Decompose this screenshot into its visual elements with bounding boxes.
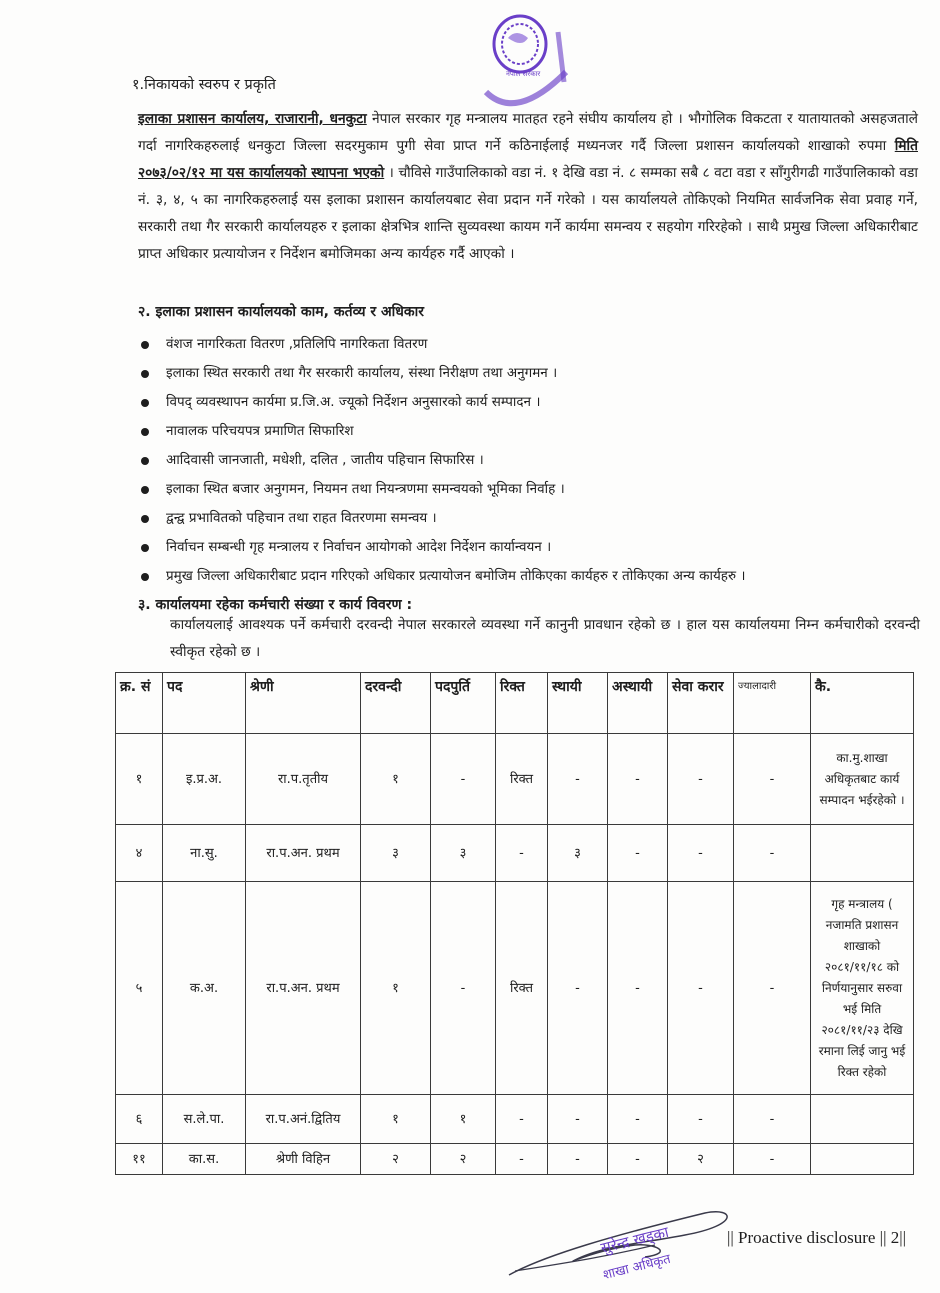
duty-item: विपद् व्यवस्थापन कार्यमा प्र.जि.अ. ज्यूको निर्देशन अनुसारको कार्य सम्पादन ।	[138, 388, 928, 417]
header-vacant: रिक्त	[496, 673, 548, 734]
bullet-icon	[141, 341, 149, 349]
header-remarks: कै.	[811, 673, 914, 734]
bullet-icon	[141, 486, 149, 494]
cell-permanent: ३	[548, 825, 608, 882]
cell-remarks	[811, 1144, 914, 1175]
cell-filled: १	[431, 1095, 496, 1144]
duty-item: इलाका स्थित बजार अनुगमन, नियमन तथा नियन्त्रणमा समन्वयको भूमिका निर्वाह ।	[138, 475, 928, 504]
cell-serial: १	[116, 734, 163, 825]
cell-sanctioned: २	[361, 1144, 431, 1175]
cell-daily-wage: -	[734, 825, 811, 882]
section-1-text-b: । चौविसे गाउँपालिकाको वडा नं. १ देखि वडा नं. ८ सम्मका सबै ८ वटा वडा र साँगुरीगढी गाउँपालिकाको वडा नं. ३, ४, ५ का नागरिकहरुलाई यस इलाका प्रशासन कार्यालयबाट सेवा प्रदान गर्ने गरेको । यस कार्यालयले तोकिएको नियमित सार्वजनिक सेवा प्रवाह गर्ने, सरकारी तथा गैर सरकारी कार्यालयहरु र इलाका क्षेत्रभित्र शान्ति सुव्यवस्था कायम गर्ने कार्यमा समन्वय र सहयोग गरिरहेको । साथै प्रमुख जिल्ला अधिकारीबाट प्राप्त अधिकार प्रत्यायोजन र निर्देशन बमोजिमका अन्य कार्यहरु गर्दै आएको ।	[138, 165, 918, 262]
header-daily-wage: ज्यालादारी	[734, 673, 811, 734]
cell-sanctioned: १	[361, 1095, 431, 1144]
cell-class: रा.प.अन. प्रथम	[246, 825, 361, 882]
bullet-icon	[141, 370, 149, 378]
header-class: श्रेणी	[246, 673, 361, 734]
cell-vacant: रिक्त	[496, 734, 548, 825]
cell-post: ना.सु.	[163, 825, 246, 882]
cell-temporary: -	[608, 1095, 668, 1144]
header-permanent: स्थायी	[548, 673, 608, 734]
cell-daily-wage: -	[734, 882, 811, 1095]
signatory-designation: शाखा अधिकृत	[601, 1251, 673, 1284]
cell-remarks: गृह मन्त्रालय ( नजामति प्रशासन शाखाको २०८१/११/१८ को निर्णयानुसार सरुवा भई मिति २०८१/११/२३ देखि रमाना लिई जानु भई रिक्त रहेको	[811, 882, 914, 1095]
cell-temporary: -	[608, 825, 668, 882]
duty-item: वंशज नागरिकता वितरण ,प्रतिलिपि नागरिकता वितरण	[138, 330, 928, 359]
duty-item: प्रमुख जिल्ला अधिकारीबाट प्रदान गरिएको अधिकार प्रत्यायोजन बमोजिम तोकिएका कार्यहरु र तोकिएका अन्य कार्यहरु ।	[138, 562, 928, 591]
cell-post: इ.प्र.अ.	[163, 734, 246, 825]
cell-vacant: -	[496, 825, 548, 882]
cell-post: स.ले.पा.	[163, 1095, 246, 1144]
cell-post: का.स.	[163, 1144, 246, 1175]
header-post: पद	[163, 673, 246, 734]
header-contract: सेवा करार	[668, 673, 734, 734]
duty-item: आदिवासी जानजाती, मधेशी, दलित , जातीय पहिचान सिफारिस ।	[138, 446, 928, 475]
cell-contract: -	[668, 882, 734, 1095]
cell-class: रा.प.अनं.द्वितिय	[246, 1095, 361, 1144]
cell-remarks: का.मु.शाखा अधिकृतबाट कार्य सम्पादन भईरहेको ।	[811, 734, 914, 825]
bullet-icon	[141, 428, 149, 436]
svg-text:नेपाल सरकार: नेपाल सरकार	[506, 70, 541, 78]
cell-contract: -	[668, 825, 734, 882]
bullet-icon	[141, 544, 149, 552]
bullet-icon	[141, 399, 149, 407]
section-3-title: ३. कार्यालयमा रहेका कर्मचारी संख्या र कार्य विवरण :	[138, 597, 413, 613]
office-name: इलाका प्रशासन कार्यालय, राजारानी, धनकुटा	[138, 111, 367, 127]
cell-temporary: -	[608, 1144, 668, 1175]
cell-contract: -	[668, 734, 734, 825]
cell-filled: -	[431, 882, 496, 1095]
cell-sanctioned: ३	[361, 825, 431, 882]
header-sanctioned: दरवन्दी	[361, 673, 431, 734]
staff-table	[115, 672, 914, 1175]
cell-class: रा.प.तृतीय	[246, 734, 361, 825]
bullet-icon	[141, 457, 149, 465]
cell-filled: -	[431, 734, 496, 825]
table-row	[116, 882, 914, 1095]
table-header-row	[116, 673, 914, 734]
page-footer: || Proactive disclosure || 2||	[727, 1228, 907, 1247]
cell-vacant: -	[496, 1095, 548, 1144]
establishment-date-text: मिति २०७३/०२/१२ मा यस कार्यालयको स्थापना भएको	[138, 138, 918, 181]
cell-daily-wage: -	[734, 1095, 811, 1144]
cell-sanctioned: १	[361, 882, 431, 1095]
cell-daily-wage: -	[734, 734, 811, 825]
cell-sanctioned: १	[361, 734, 431, 825]
cell-remarks	[811, 1095, 914, 1144]
cell-serial: ११	[116, 1144, 163, 1175]
section-2-title: २. इलाका प्रशासन कार्यालयको काम, कर्तव्य र अधिकार	[138, 304, 425, 320]
duty-item: इलाका स्थित सरकारी तथा गैर सरकारी कार्यालय, संस्था निरीक्षण तथा अनुगमन ।	[138, 359, 928, 388]
cell-contract: २	[668, 1144, 734, 1175]
cell-post: क.अ.	[163, 882, 246, 1095]
bullet-icon	[141, 515, 149, 523]
duty-item: निर्वाचन सम्बन्धी गृह मन्त्रालय र निर्वाचन आयोगको आदेश निर्देशन कार्यान्वयन ।	[138, 533, 928, 562]
cell-serial: ५	[116, 882, 163, 1095]
cell-permanent: -	[548, 1144, 608, 1175]
cell-temporary: -	[608, 734, 668, 825]
duty-item: नावालक परिचयपत्र प्रमाणित सिफारिश	[138, 417, 928, 446]
section-3-paragraph: कार्यालयलाई आवश्यक पर्ने कर्मचारी दरवन्दी नेपाल सरकारले व्यवस्था गर्ने कानुनी प्रावधान रहेको छ । हाल यस कार्यालयमा निम्न कर्मचारीको दरवन्दी स्वीकृत रहेको छ ।	[170, 617, 920, 660]
cell-serial: ४	[116, 825, 163, 882]
duty-item: द्वन्द्व प्रभावितको पहिचान तथा राहत वितरणमा समन्वय ।	[138, 504, 928, 533]
table-row	[116, 1095, 914, 1144]
cell-remarks	[811, 825, 914, 882]
cell-permanent: -	[548, 882, 608, 1095]
cell-vacant: रिक्त	[496, 882, 548, 1095]
cell-temporary: -	[608, 882, 668, 1095]
cell-permanent: -	[548, 734, 608, 825]
section-1-title: १.निकायको स्वरुप र प्रकृति	[132, 77, 276, 93]
cell-daily-wage: -	[734, 1144, 811, 1175]
signatory-name: सुरेन्द्र खड्का	[598, 1222, 671, 1258]
cell-class: श्रेणी विहिन	[246, 1144, 361, 1175]
cell-class: रा.प.अन. प्रथम	[246, 882, 361, 1095]
header-serial: क्र. सं	[116, 673, 163, 734]
cell-vacant: -	[496, 1144, 548, 1175]
bullet-icon	[141, 573, 149, 581]
table-row	[116, 1144, 914, 1175]
table-row	[116, 825, 914, 882]
cell-serial: ६	[116, 1095, 163, 1144]
duties-list	[138, 330, 928, 591]
cell-permanent: -	[548, 1095, 608, 1144]
header-temporary: अस्थायी	[608, 673, 668, 734]
header-filled: पदपुर्ति	[431, 673, 496, 734]
section-1-paragraph	[138, 106, 918, 268]
table-row	[116, 734, 914, 825]
section-1-text-a: नेपाल सरकार गृह मन्त्रालय मातहत रहने संघीय कार्यालय हो । भौगोलिक विकटता र यातायातको असहजताले गर्दा नागरिकहरुलाई धनकुटा जिल्ला सदरमुकाम पुगी सेवा प्राप्त गर्ने कठिनाईलाई मध्यनजर गर्दै जिल्ला प्रशासन कार्यालयको शाखाको रुपमा	[138, 111, 918, 154]
cell-filled: ३	[431, 825, 496, 882]
cell-contract: -	[668, 1095, 734, 1144]
cell-filled: २	[431, 1144, 496, 1175]
